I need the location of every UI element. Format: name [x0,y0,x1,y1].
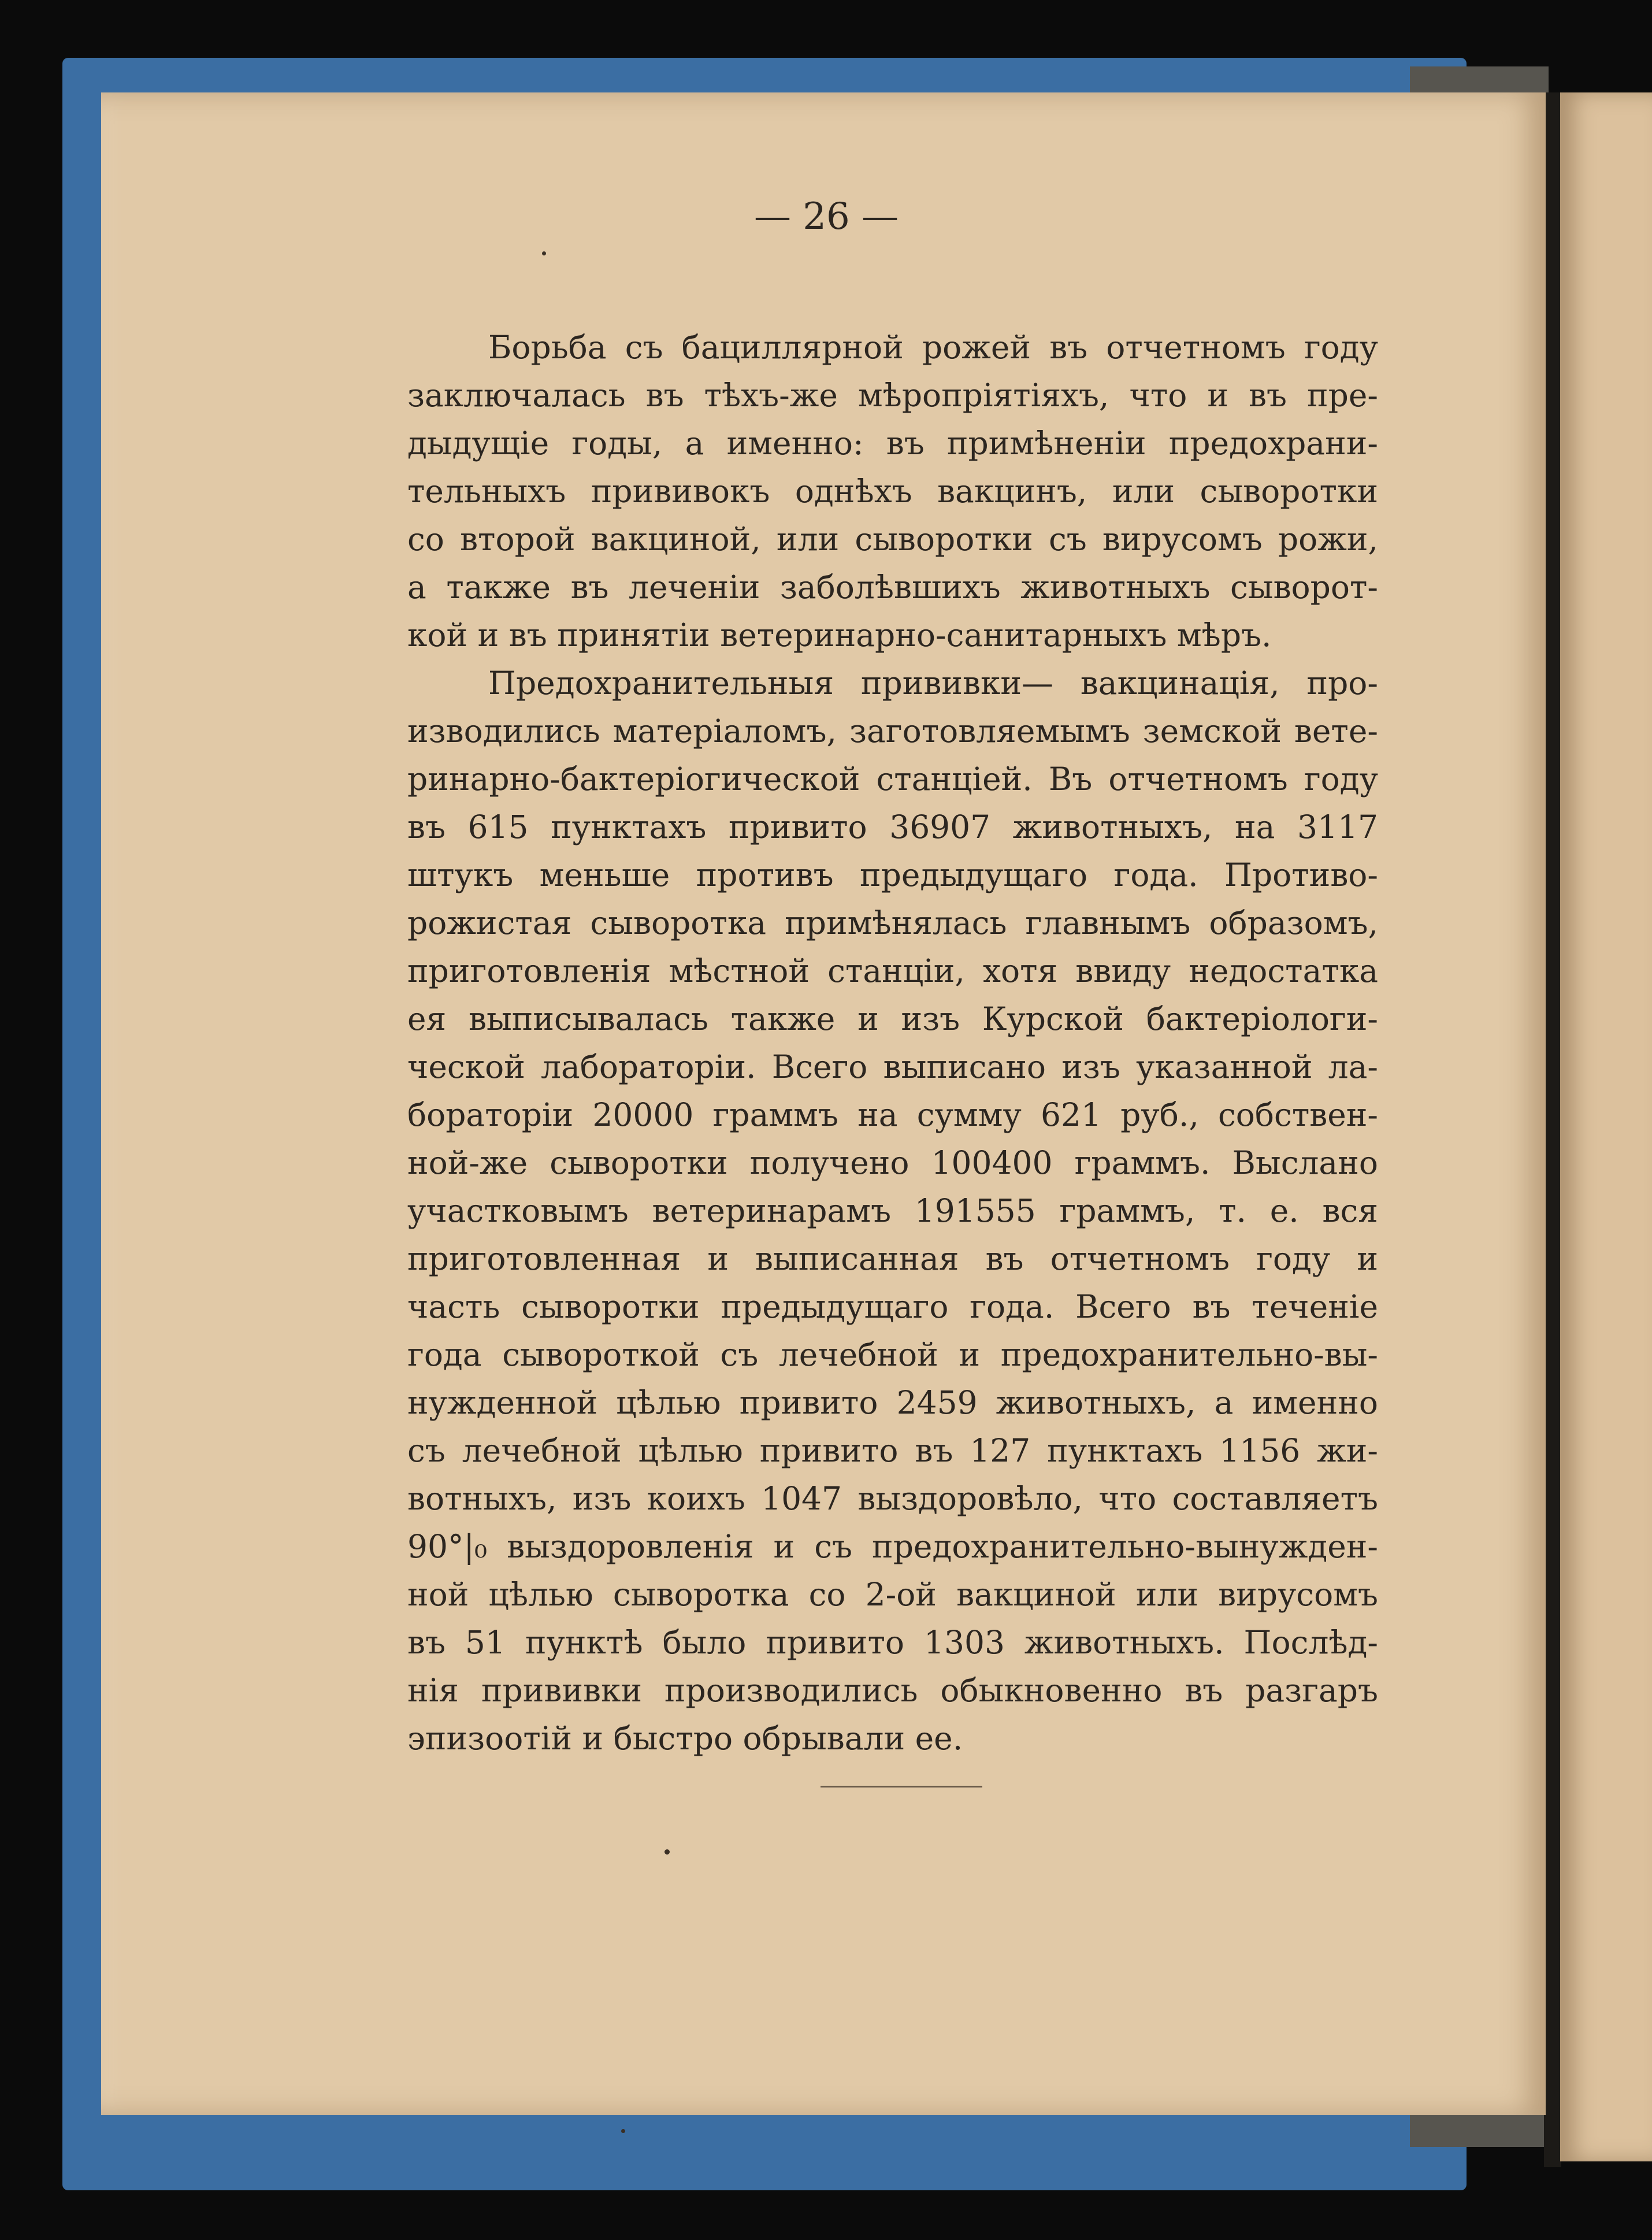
text-line: ринарно-бактеріогической станціей. Въ отчетномъ году [407,761,1378,798]
text-line: приготовленія мѣстной станціи, хотя ввиду недостатка [407,952,1378,989]
paper-speck [542,251,546,255]
text-line: нужденной цѣлью привито 2459 животныхъ, а именно [407,1384,1378,1421]
text-line: года сывороткой съ лечебной и предохранительно-вы- [407,1336,1378,1373]
text-line: бораторіи 20000 граммъ на сумму 621 руб., собствен- [407,1096,1378,1133]
text-line: кой и въ принятіи ветеринарно-санитарныхъ мѣръ. [407,617,1272,654]
text-line: со второй вакциной, или сыворотки съ вирусомъ рожи, [407,521,1378,558]
text-line: эпизоотій и быстро обрывали ее. [407,1720,963,1757]
text-line: приготовленная и выписанная въ отчетномъ году и [407,1240,1378,1277]
page-gutter [1544,92,1561,2167]
text-line: Предохранительныя прививки— вакцинація, про- [488,665,1378,702]
text-line: ческой лабораторіи. Всего выписано изъ указанной ла- [407,1048,1378,1085]
text-line: въ 51 пунктѣ было привито 1303 животныхъ. Послѣд- [407,1624,1378,1661]
body-text [407,324,1378,1763]
section-separator [821,1786,982,1787]
text-line: съ лечебной цѣлью привито въ 127 пунктахъ 1156 жи- [407,1432,1378,1469]
text-line: нія прививки производились обыкновенно въ разгаръ [407,1672,1378,1709]
text-line: изводились матеріаломъ, заготовляемымъ земской вете- [407,713,1378,750]
paper-speck [621,2129,625,2133]
adjacent-page-edge [1560,92,1652,2161]
text-line: вотныхъ, изъ коихъ 1047 выздоровѣло, что составляетъ [407,1480,1378,1517]
text-line: рожистая сыворотка примѣнялась главнымъ образомъ, [407,904,1378,941]
text-line: ея выписывалась также и изъ Курской бактеріологи- [407,1000,1378,1037]
page-number: — 26 — [753,195,899,238]
text-line: тельныхъ прививокъ однѣхъ вакцинъ, или сыворотки [407,473,1378,510]
text-line: въ 615 пунктахъ привито 36907 животныхъ, на 3117 [407,809,1378,845]
text-line: часть сыворотки предыдущаго года. Всего въ теченіе [407,1288,1378,1325]
text-line: а также въ леченіи заболѣвшихъ животныхъ сыворот- [407,569,1378,606]
text-line: участковымъ ветеринарамъ 191555 граммъ, т. е. вся [407,1192,1378,1229]
text-line: Борьба съ бациллярной рожей въ отчетномъ году [488,329,1378,366]
text-line: заключалась въ тѣхъ-же мѣропріятіяхъ, что и въ пре- [407,377,1378,414]
paper-speck [664,1849,670,1855]
text-line: штукъ меньше противъ предыдущаго года. Противо- [407,856,1378,893]
text-line: 90°|₀ выздоровленія и съ предохранительно-вынужден- [407,1528,1378,1565]
text-line: ной-же сыворотки получено 100400 граммъ. Выслано [407,1144,1378,1181]
text-line: ной цѣлью сыворотка со 2-ой вакциной или вирусомъ [407,1576,1378,1613]
text-line: дыдущіе годы, а именно: въ примѣненіи предохрани- [407,425,1378,462]
